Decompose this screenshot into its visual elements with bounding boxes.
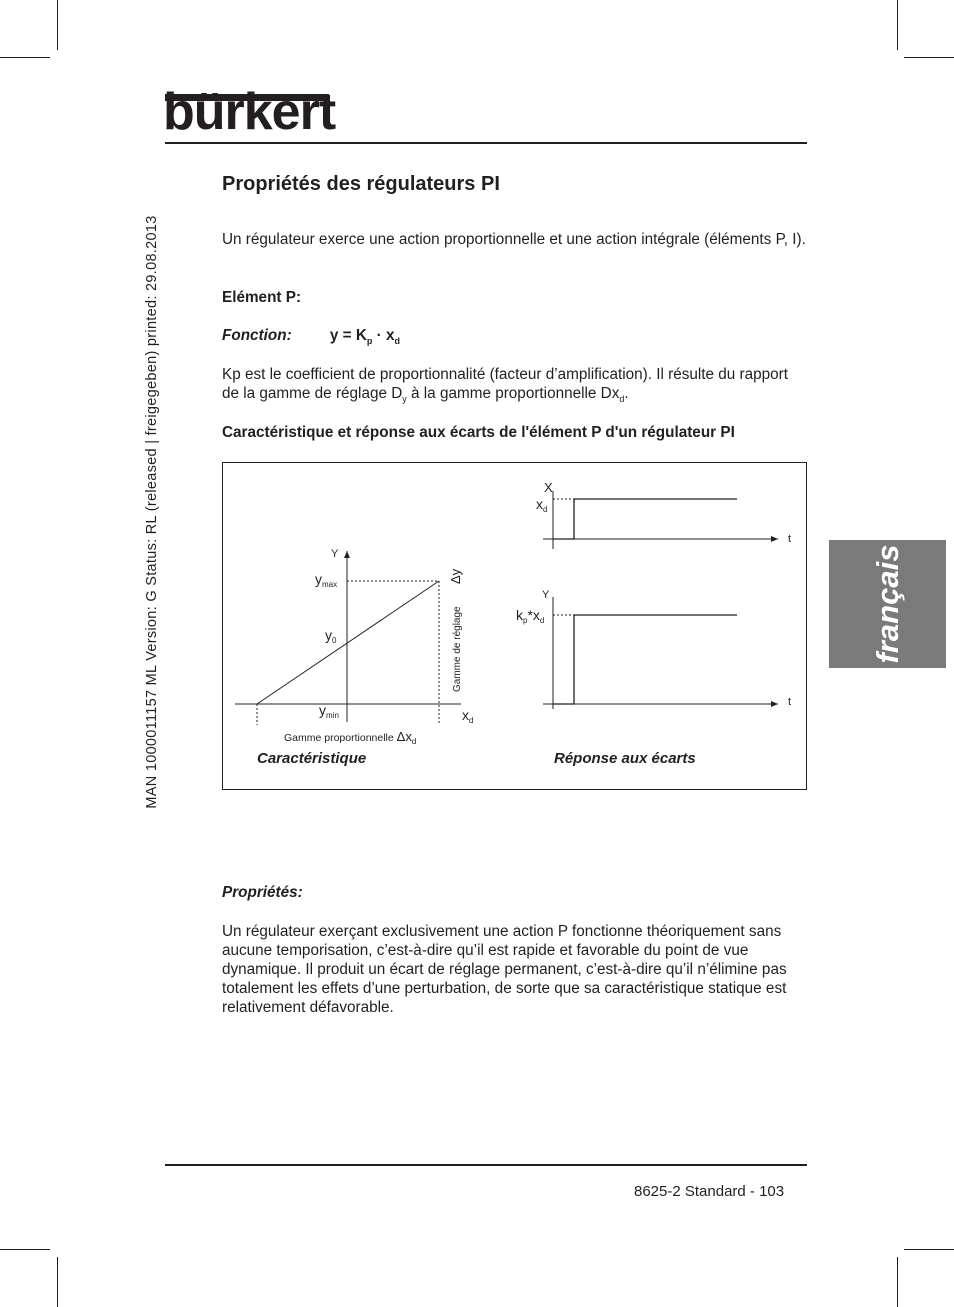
left-caption: Caractéristique <box>257 750 367 767</box>
page-footer: 8625-2 Standard - 103 <box>634 1183 785 1200</box>
ymin-label: $y_{min}$ <box>319 702 339 720</box>
range-vertical-label: Gamme de réglage <box>452 606 463 692</box>
crop-mark <box>0 57 50 58</box>
xd-axis-label: $x_d$ <box>462 707 474 725</box>
page-title: Propriétés des régulateurs PI <box>222 173 500 195</box>
delta-y-label: Δy <box>448 568 463 584</box>
bottom-axis-label: Y <box>542 589 550 601</box>
bottom-level-label: $k_p*x_d$ <box>516 607 545 625</box>
bottom-step-signal <box>553 615 737 704</box>
figure-heading: Caractéristique et réponse aux écarts de l'élément P d'un régulateur PI <box>222 424 735 441</box>
crop-mark <box>57 1257 58 1307</box>
y0-label: $y_0$ <box>325 627 337 645</box>
range-horizontal-label: Gamme proportionnelle $\Delta x_d$ <box>284 729 417 746</box>
crop-mark <box>897 0 898 50</box>
top-level-label: $x_d$ <box>536 496 548 514</box>
top-time-label: t <box>788 533 792 545</box>
top-step-signal <box>553 499 737 539</box>
crop-mark <box>897 1257 898 1307</box>
crop-mark <box>904 57 954 58</box>
crop-mark <box>57 0 58 50</box>
crop-mark <box>0 1249 50 1250</box>
characteristic-line <box>257 581 439 704</box>
properties-paragraph: Un régulateur exerçant exclusivement une action P fonctionne théoriquement sans aucune temporisation, c’est-à-dire qu’il est rapide et favorable du point de vue dynamique. Il produit un écart de réglage permanent, c’est-à-dire qu’il n’élimine pas totalement les effets d’une perturbation, de sorte que sa caractéristique statique est relativement défavorable. <box>222 923 787 1016</box>
burkert-logo: bürkert <box>163 83 336 141</box>
top-axis-label: X <box>544 480 553 495</box>
figure-frame <box>222 462 807 790</box>
properties-heading: Propriétés: <box>222 884 303 901</box>
intro-paragraph: Un régulateur exerce une action proportionnelle et une action intégrale (éléments P, I). <box>222 231 806 248</box>
function-formula: $y = K_p \cdot x_d$ <box>329 327 401 347</box>
bottom-time-label: t <box>788 696 792 708</box>
crop-mark <box>904 1249 954 1250</box>
kp-paragraph: Kp est le coefficient de proportionnalité (facteur d’amplification). Il résulte du rapport de la gamme de réglage $D_y$ à la gamme proportionnelle $Dx_d$. <box>222 366 789 405</box>
element-p-heading: Elément P: <box>222 289 302 306</box>
function-line <box>222 326 807 351</box>
left-y-axis-label: Y <box>331 548 339 560</box>
side-document-info: MAN 1000011157 ML Version: G Status: RL (released | freigegeben) printed: 29.08.2013 <box>144 215 160 809</box>
figure-diagram <box>223 463 806 789</box>
footer-rule <box>165 1164 807 1166</box>
function-label: Fonction: <box>222 327 292 344</box>
language-tab <box>829 540 946 668</box>
right-caption: Réponse aux écarts <box>554 750 696 767</box>
language-tab-label: français <box>869 544 905 664</box>
ymax-label: $y_{max}$ <box>315 571 338 589</box>
header-rule <box>165 142 807 144</box>
